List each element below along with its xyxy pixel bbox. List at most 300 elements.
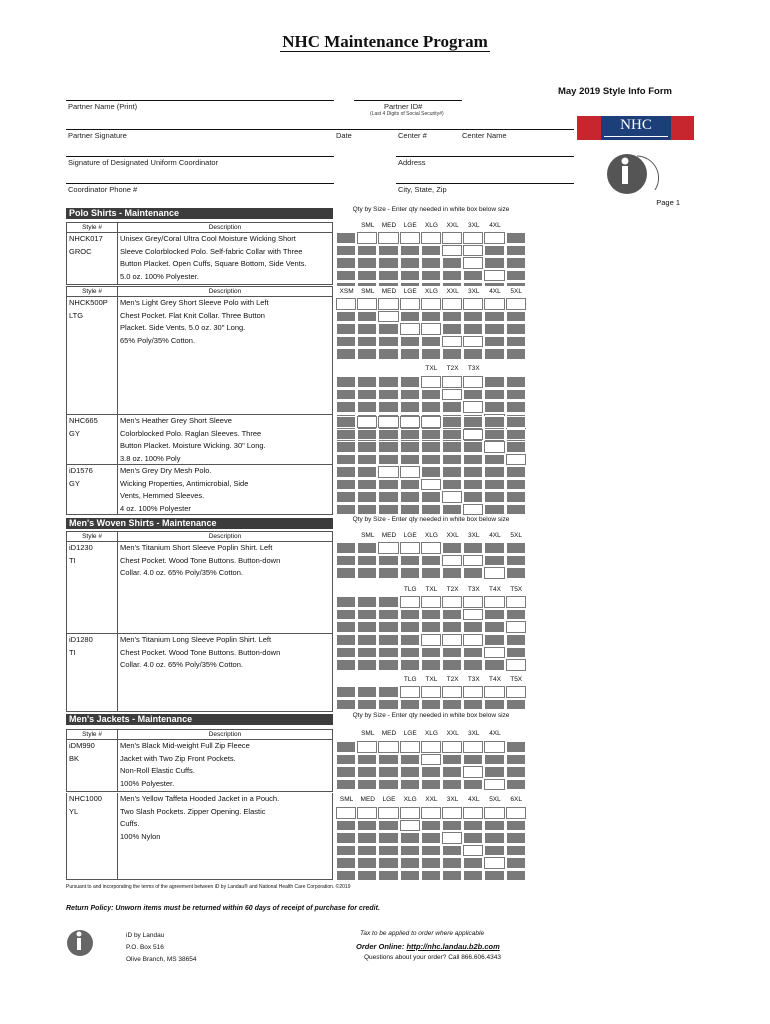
i8-qty-cell bbox=[336, 820, 356, 832]
woven-section-header: Men's Woven Shirts - Maintenance bbox=[66, 518, 333, 529]
i7-qty-cell bbox=[357, 754, 377, 766]
i8-qty-cell bbox=[378, 857, 398, 869]
i1-qty-cell bbox=[357, 257, 377, 269]
i8-qty-cell bbox=[378, 820, 398, 832]
polo-column-header bbox=[66, 222, 333, 233]
partner-id-line[interactable] bbox=[354, 100, 462, 101]
i8-qty-cell bbox=[378, 832, 398, 844]
i2-qty-cell bbox=[400, 336, 420, 348]
i2-qty-cell[interactable] bbox=[442, 298, 462, 310]
i5-size-3xl: 3XL bbox=[463, 530, 484, 541]
i1-qty-cell bbox=[400, 270, 420, 282]
i5-qty-cell bbox=[400, 567, 420, 579]
i2-qty-cell[interactable] bbox=[378, 298, 398, 310]
i1-qty-cell bbox=[442, 257, 462, 269]
i2-qty-cell[interactable] bbox=[421, 323, 441, 335]
i3-qty-cell[interactable] bbox=[484, 441, 504, 453]
i2b-qty-cell bbox=[463, 389, 483, 401]
i5b-qty-cell bbox=[506, 609, 526, 621]
item-style-number: iD1280 TI bbox=[69, 635, 93, 657]
i1-size-3xl: 3XL bbox=[463, 220, 484, 231]
i2b-qty-cell bbox=[357, 389, 377, 401]
i1-qty-cell[interactable] bbox=[484, 232, 504, 244]
i6-qty-cell bbox=[357, 634, 377, 646]
i5-qty-cell[interactable] bbox=[421, 542, 441, 554]
i6-qty-cell[interactable] bbox=[506, 659, 526, 671]
i1-size-med: MED bbox=[378, 220, 399, 231]
i8-qty-cell[interactable] bbox=[336, 807, 356, 819]
i3-qty-cell[interactable] bbox=[421, 416, 441, 428]
i4-qty-cell[interactable] bbox=[463, 504, 483, 516]
i6-qty-cell bbox=[378, 634, 398, 646]
i6-qty-cell bbox=[421, 659, 441, 671]
i6-tall-size-t5x: T5X bbox=[506, 674, 527, 685]
i6-qty-cell[interactable] bbox=[484, 647, 504, 659]
i1-qty-cell[interactable] bbox=[357, 232, 377, 244]
i4-qty-cell[interactable] bbox=[421, 479, 441, 491]
coordinator-signature-line[interactable] bbox=[66, 156, 334, 157]
return-policy: Return Policy: Unworn items must be returned within 60 days of receipt of purchase for credit. bbox=[66, 905, 380, 912]
i5-qty-cell bbox=[484, 555, 504, 567]
i5b-qty-cell[interactable] bbox=[484, 596, 504, 608]
i8-qty-cell bbox=[378, 870, 398, 882]
i7-qty-cell[interactable] bbox=[357, 741, 377, 753]
i2-size-xxl: XXL bbox=[442, 286, 463, 297]
item-style-number: NHC1000 YL bbox=[69, 794, 102, 816]
item-description: Men's Heather Grey Short Sleeve Colorblocked Polo. Raglan Sleeves. Three Button Placket. Moisture Wicking. 30" Long. 3.8 oz. 100% Poly bbox=[117, 415, 332, 464]
i2-qty-cell bbox=[442, 311, 462, 323]
i1-qty-cell[interactable] bbox=[378, 232, 398, 244]
jackets-section-header: Men's Jackets - Maintenance bbox=[66, 714, 333, 725]
woven-column-header bbox=[66, 531, 333, 542]
i5b-qty-cell[interactable] bbox=[400, 596, 420, 608]
i5b-qty-cell[interactable] bbox=[506, 596, 526, 608]
i2-qty-cell bbox=[378, 348, 398, 360]
form-subtitle: May 2019 Style Info Form bbox=[557, 86, 672, 97]
partner-signature-line[interactable] bbox=[66, 129, 334, 130]
i2b-qty-cell bbox=[421, 389, 441, 401]
i5b-qty-cell bbox=[421, 621, 441, 633]
i1-qty-cell[interactable] bbox=[463, 232, 483, 244]
i3-qty-cell bbox=[442, 416, 462, 428]
coordinator-signature-label: Signature of Designated Uniform Coordinator bbox=[68, 158, 219, 167]
item-i1 bbox=[66, 233, 333, 285]
i4-qty-cell bbox=[378, 479, 398, 491]
i7-qty-cell bbox=[421, 766, 441, 778]
i7-qty-cell bbox=[484, 754, 504, 766]
i4-qty-cell bbox=[463, 491, 483, 503]
i5-qty-cell bbox=[463, 542, 483, 554]
i7-size-lge: LGE bbox=[400, 728, 421, 739]
i5-tall-size-txl: TXL bbox=[421, 584, 442, 595]
i2-qty-cell[interactable] bbox=[442, 336, 462, 348]
i6b-qty-cell bbox=[357, 686, 377, 698]
i1-qty-cell[interactable] bbox=[484, 270, 504, 282]
i1-qty-cell[interactable] bbox=[463, 245, 483, 257]
i7-qty-cell bbox=[357, 766, 377, 778]
i2-qty-cell bbox=[484, 348, 504, 360]
i2b-qty-cell[interactable] bbox=[421, 376, 441, 388]
i1-qty-cell bbox=[400, 245, 420, 257]
i5b-qty-cell bbox=[378, 596, 398, 608]
item-description: Men's Grey Dry Mesh Polo. Wicking Properties, Antimicrobial, Side Vents, Hemmed Sleeves. 4 oz. 100% Polyester bbox=[117, 465, 332, 514]
i1-qty-cell bbox=[506, 257, 526, 269]
i7-qty-cell bbox=[400, 754, 420, 766]
item-i8 bbox=[66, 793, 333, 880]
i4-qty-cell bbox=[378, 491, 398, 503]
i2-size-xsm: XSM bbox=[336, 286, 357, 297]
i7-qty-cell bbox=[336, 766, 356, 778]
i8-qty-cell bbox=[400, 832, 420, 844]
i2b-qty-cell bbox=[336, 376, 356, 388]
i1-qty-cell[interactable] bbox=[421, 232, 441, 244]
i6-qty-cell bbox=[506, 634, 526, 646]
i2-qty-cell[interactable] bbox=[421, 298, 441, 310]
i2-qty-cell[interactable] bbox=[400, 323, 420, 335]
i3-qty-cell bbox=[357, 441, 377, 453]
i3-qty-cell[interactable] bbox=[400, 416, 420, 428]
i8-qty-cell bbox=[463, 820, 483, 832]
i7-qty-cell[interactable] bbox=[463, 741, 483, 753]
i4-qty-cell bbox=[357, 466, 377, 478]
i2-qty-cell[interactable] bbox=[357, 298, 377, 310]
i4-qty-cell bbox=[421, 491, 441, 503]
i6b-qty-cell bbox=[357, 699, 377, 711]
i2b-qty-cell[interactable] bbox=[442, 389, 462, 401]
i1-size-xxl: XXL bbox=[442, 220, 463, 231]
i5b-qty-cell[interactable] bbox=[442, 596, 462, 608]
i5-size-5xl: 5XL bbox=[506, 530, 527, 541]
i4-qty-cell bbox=[463, 479, 483, 491]
i8-qty-cell bbox=[442, 845, 462, 857]
i6-qty-cell[interactable] bbox=[463, 634, 483, 646]
i8-qty-cell[interactable] bbox=[484, 857, 504, 869]
i7-qty-cell bbox=[463, 779, 483, 791]
i8-qty-cell bbox=[484, 870, 504, 882]
i1-qty-cell bbox=[484, 245, 504, 257]
i2-qty-cell bbox=[442, 348, 462, 360]
i8-size-5xl: 5XL bbox=[484, 794, 505, 805]
i2-qty-cell[interactable] bbox=[400, 298, 420, 310]
i5b-qty-cell bbox=[378, 621, 398, 633]
polo-2-column-header bbox=[66, 286, 333, 297]
item-description: Men's Titanium Long Sleeve Poplin Shirt. Left Chest Pocket. Wood Tone Buttons. Button-down Collar. 4.0 oz. 65% Poly/35% Cotton. bbox=[117, 634, 332, 711]
i2-qty-cell bbox=[484, 336, 504, 348]
i2-tall-size-t3x: T3X bbox=[463, 363, 484, 374]
i6-qty-cell bbox=[421, 647, 441, 659]
i6b-qty-cell[interactable] bbox=[421, 686, 441, 698]
coordinator-phone-line[interactable] bbox=[66, 183, 334, 184]
i8-qty-cell bbox=[378, 845, 398, 857]
i7-qty-cell bbox=[336, 754, 356, 766]
i2b-qty-cell[interactable] bbox=[463, 401, 483, 413]
i7-qty-cell bbox=[336, 779, 356, 791]
i6b-qty-cell[interactable] bbox=[506, 686, 526, 698]
i6-qty-cell bbox=[336, 647, 356, 659]
i2b-qty-cell bbox=[484, 401, 504, 413]
i5-size-xxl: XXL bbox=[442, 530, 463, 541]
i7-qty-cell[interactable] bbox=[421, 754, 441, 766]
i7-qty-cell[interactable] bbox=[378, 741, 398, 753]
i7-size-sml: SML bbox=[357, 728, 378, 739]
i2-qty-cell[interactable] bbox=[378, 311, 398, 323]
i6b-qty-cell bbox=[336, 686, 356, 698]
i7-qty-cell bbox=[463, 754, 483, 766]
i2-qty-cell[interactable] bbox=[484, 298, 504, 310]
i5b-qty-cell bbox=[357, 596, 377, 608]
i1-qty-cell bbox=[357, 270, 377, 282]
i8-qty-cell bbox=[357, 857, 377, 869]
i8-qty-cell[interactable] bbox=[378, 807, 398, 819]
i2b-qty-cell bbox=[336, 389, 356, 401]
order-online-link[interactable]: http://nhc.landau.b2b.com bbox=[406, 942, 500, 951]
partner-id-label: Partner ID# bbox=[384, 102, 423, 111]
i8-qty-cell[interactable] bbox=[400, 807, 420, 819]
address-line-1: iD by Landau bbox=[126, 932, 165, 939]
i8-qty-cell bbox=[463, 870, 483, 882]
i3-qty-cell[interactable] bbox=[357, 416, 377, 428]
i8-qty-cell bbox=[336, 845, 356, 857]
i6-qty-cell bbox=[506, 647, 526, 659]
i6b-qty-cell[interactable] bbox=[484, 686, 504, 698]
page-number: Page 1 bbox=[656, 198, 680, 207]
i1-qty-cell[interactable] bbox=[442, 245, 462, 257]
i2b-qty-cell bbox=[442, 401, 462, 413]
i8-size-sml: SML bbox=[336, 794, 357, 805]
i8-qty-cell[interactable] bbox=[400, 820, 420, 832]
i4-qty-cell bbox=[506, 491, 526, 503]
i6b-qty-cell bbox=[506, 699, 526, 711]
style-column-label: Style # bbox=[82, 288, 102, 295]
i5-qty-cell[interactable] bbox=[400, 542, 420, 554]
i6b-qty-cell[interactable] bbox=[442, 686, 462, 698]
i7-qty-cell bbox=[400, 779, 420, 791]
i7-qty-cell[interactable] bbox=[463, 766, 483, 778]
i3-qty-cell bbox=[336, 441, 356, 453]
i2-qty-cell[interactable] bbox=[336, 298, 356, 310]
i2-qty-cell bbox=[506, 323, 526, 335]
item-description: Men's Light Grey Short Sleeve Polo with Left Chest Pocket. Flat Knit Collar. Three Button Placket. Side Vents. 5.0 oz. 30" Long. 65% Poly/35% Cotton. bbox=[117, 297, 332, 414]
i7-size-med: MED bbox=[378, 728, 399, 739]
i6-qty-cell bbox=[357, 647, 377, 659]
i5b-qty-cell[interactable] bbox=[463, 596, 483, 608]
partner-name-line[interactable] bbox=[66, 100, 334, 101]
i6b-qty-cell bbox=[336, 699, 356, 711]
i8-qty-cell[interactable] bbox=[484, 807, 504, 819]
i6b-qty-cell bbox=[484, 699, 504, 711]
i6b-qty-cell[interactable] bbox=[400, 686, 420, 698]
i2b-qty-cell bbox=[484, 376, 504, 388]
i8-size-xxl: XXL bbox=[421, 794, 442, 805]
i5-qty-cell bbox=[421, 567, 441, 579]
i8-qty-cell[interactable] bbox=[421, 807, 441, 819]
item-i6 bbox=[66, 634, 333, 712]
i5-qty-cell[interactable] bbox=[484, 567, 504, 579]
i5-qty-cell[interactable] bbox=[463, 555, 483, 567]
i3-qty-cell[interactable] bbox=[378, 416, 398, 428]
i3-qty-cell[interactable] bbox=[463, 429, 483, 441]
i5b-qty-cell bbox=[484, 609, 504, 621]
i4-qty-cell bbox=[400, 491, 420, 503]
i7-qty-cell[interactable] bbox=[442, 741, 462, 753]
i4-qty-cell bbox=[400, 504, 420, 516]
i4-qty-cell[interactable] bbox=[378, 466, 398, 478]
i6b-qty-cell bbox=[442, 699, 462, 711]
i5-qty-cell bbox=[378, 567, 398, 579]
i5-qty-cell bbox=[378, 555, 398, 567]
i6-qty-cell[interactable] bbox=[442, 634, 462, 646]
i4-qty-cell bbox=[421, 466, 441, 478]
i5b-qty-cell bbox=[336, 621, 356, 633]
i3-qty-cell bbox=[336, 416, 356, 428]
i7-size-4xl: 4XL bbox=[484, 728, 505, 739]
i8-qty-cell[interactable] bbox=[463, 845, 483, 857]
i2-tall-size-txl: TXL bbox=[421, 363, 442, 374]
i5b-qty-cell[interactable] bbox=[463, 609, 483, 621]
i7-qty-cell[interactable] bbox=[484, 779, 504, 791]
i8-qty-cell[interactable] bbox=[357, 807, 377, 819]
i5-tall-size-t2x: T2X bbox=[442, 584, 463, 595]
i8-qty-cell bbox=[421, 857, 441, 869]
i1-qty-cell[interactable] bbox=[463, 257, 483, 269]
i6-qty-cell bbox=[336, 659, 356, 671]
i1-qty-cell bbox=[357, 245, 377, 257]
i5b-qty-cell[interactable] bbox=[506, 621, 526, 633]
i7-qty-cell bbox=[336, 741, 356, 753]
i6-tall-size-t2x: T2X bbox=[442, 674, 463, 685]
i5-qty-cell bbox=[442, 542, 462, 554]
i8-qty-cell bbox=[400, 845, 420, 857]
i3-qty-cell bbox=[506, 416, 526, 428]
i8-qty-cell[interactable] bbox=[442, 807, 462, 819]
i3-qty-cell bbox=[506, 441, 526, 453]
i1-qty-cell bbox=[506, 245, 526, 257]
i8-qty-cell bbox=[357, 870, 377, 882]
i7-qty-cell[interactable] bbox=[484, 741, 504, 753]
i3-qty-cell bbox=[421, 429, 441, 441]
jackets-column-header bbox=[66, 729, 333, 740]
i8-qty-cell bbox=[357, 845, 377, 857]
i2-qty-cell[interactable] bbox=[463, 298, 483, 310]
i6-qty-cell bbox=[400, 647, 420, 659]
i8-qty-cell[interactable] bbox=[506, 807, 526, 819]
i1-size-xlg: XLG bbox=[421, 220, 442, 231]
i4-qty-cell[interactable] bbox=[442, 491, 462, 503]
description-column-label: Description bbox=[117, 730, 332, 739]
i6b-qty-cell[interactable] bbox=[463, 686, 483, 698]
i1-qty-cell bbox=[442, 270, 462, 282]
i1-qty-cell bbox=[484, 257, 504, 269]
nhc-logo: NHC bbox=[577, 116, 694, 140]
i4-qty-cell bbox=[442, 504, 462, 516]
i2-qty-cell bbox=[484, 323, 504, 335]
i7-size-3xl: 3XL bbox=[463, 728, 484, 739]
i5-qty-cell bbox=[357, 555, 377, 567]
i1-size-sml: SML bbox=[357, 220, 378, 231]
i5b-qty-cell bbox=[463, 621, 483, 633]
woven-qty-header: Qty by Size - Enter qty needed in white box below size bbox=[352, 516, 510, 523]
city-state-zip-label: City, State, Zip bbox=[398, 185, 447, 194]
i2-qty-cell[interactable] bbox=[506, 298, 526, 310]
i8-qty-cell bbox=[484, 845, 504, 857]
city-state-zip-line[interactable] bbox=[396, 183, 574, 184]
i3-qty-cell bbox=[378, 454, 398, 466]
i8-qty-cell bbox=[506, 845, 526, 857]
address-line[interactable] bbox=[396, 156, 574, 157]
i8-qty-cell bbox=[400, 857, 420, 869]
i6b-qty-cell bbox=[421, 699, 441, 711]
i5-size-4xl: 4XL bbox=[484, 530, 505, 541]
i2-qty-cell bbox=[442, 323, 462, 335]
address-line-2: P.O. Box 516 bbox=[126, 944, 164, 951]
i6-qty-cell bbox=[400, 634, 420, 646]
i7-qty-cell[interactable] bbox=[421, 741, 441, 753]
i8-qty-cell bbox=[421, 820, 441, 832]
polo-qty-header: Qty by Size - Enter qty needed in white box below size bbox=[352, 206, 510, 213]
i1-qty-cell bbox=[336, 232, 356, 244]
i4-qty-cell bbox=[421, 504, 441, 516]
i5b-qty-cell bbox=[336, 596, 356, 608]
i8-qty-cell[interactable] bbox=[442, 832, 462, 844]
i1-qty-cell bbox=[378, 257, 398, 269]
i2-qty-cell bbox=[463, 323, 483, 335]
center-num-line[interactable] bbox=[396, 129, 458, 130]
i7-qty-cell bbox=[506, 741, 526, 753]
center-name-line[interactable] bbox=[458, 129, 574, 130]
i1-qty-cell bbox=[421, 257, 441, 269]
i7-qty-cell bbox=[378, 766, 398, 778]
i7-qty-cell bbox=[506, 779, 526, 791]
i4-qty-cell[interactable] bbox=[400, 466, 420, 478]
i2b-qty-cell[interactable] bbox=[463, 376, 483, 388]
i1-qty-cell bbox=[378, 270, 398, 282]
i5-qty-cell[interactable] bbox=[442, 555, 462, 567]
i3-qty-cell[interactable] bbox=[506, 454, 526, 466]
i8-qty-cell bbox=[484, 832, 504, 844]
i3-qty-cell bbox=[357, 429, 377, 441]
i5-qty-cell bbox=[336, 567, 356, 579]
i2-qty-cell[interactable] bbox=[463, 336, 483, 348]
i7-qty-cell[interactable] bbox=[400, 741, 420, 753]
i5-qty-cell[interactable] bbox=[378, 542, 398, 554]
style-column-label: Style # bbox=[82, 533, 102, 540]
i1-qty-cell[interactable] bbox=[442, 232, 462, 244]
order-online-label: Order Online: bbox=[356, 942, 405, 951]
i7-qty-cell bbox=[378, 754, 398, 766]
id-by-landau-logo-small bbox=[66, 925, 106, 961]
i2-size-sml: SML bbox=[357, 286, 378, 297]
i6-qty-cell[interactable] bbox=[421, 634, 441, 646]
i5-qty-cell bbox=[463, 567, 483, 579]
i6b-qty-cell bbox=[400, 699, 420, 711]
i4-qty-cell bbox=[484, 466, 504, 478]
i4-qty-cell bbox=[400, 479, 420, 491]
i7-qty-cell bbox=[484, 766, 504, 778]
i5b-qty-cell[interactable] bbox=[421, 596, 441, 608]
i4-qty-cell bbox=[378, 504, 398, 516]
i8-qty-cell bbox=[506, 832, 526, 844]
i8-qty-cell bbox=[421, 845, 441, 857]
i5-tall-size-t5x: T5X bbox=[506, 584, 527, 595]
i2-qty-cell bbox=[506, 336, 526, 348]
i8-qty-cell bbox=[336, 832, 356, 844]
i1-qty-cell[interactable] bbox=[400, 232, 420, 244]
i2b-qty-cell[interactable] bbox=[442, 376, 462, 388]
i3-qty-cell bbox=[336, 429, 356, 441]
partner-name-label: Partner Name (Print) bbox=[68, 102, 138, 111]
date-line[interactable] bbox=[334, 129, 396, 130]
i8-qty-cell[interactable] bbox=[463, 807, 483, 819]
